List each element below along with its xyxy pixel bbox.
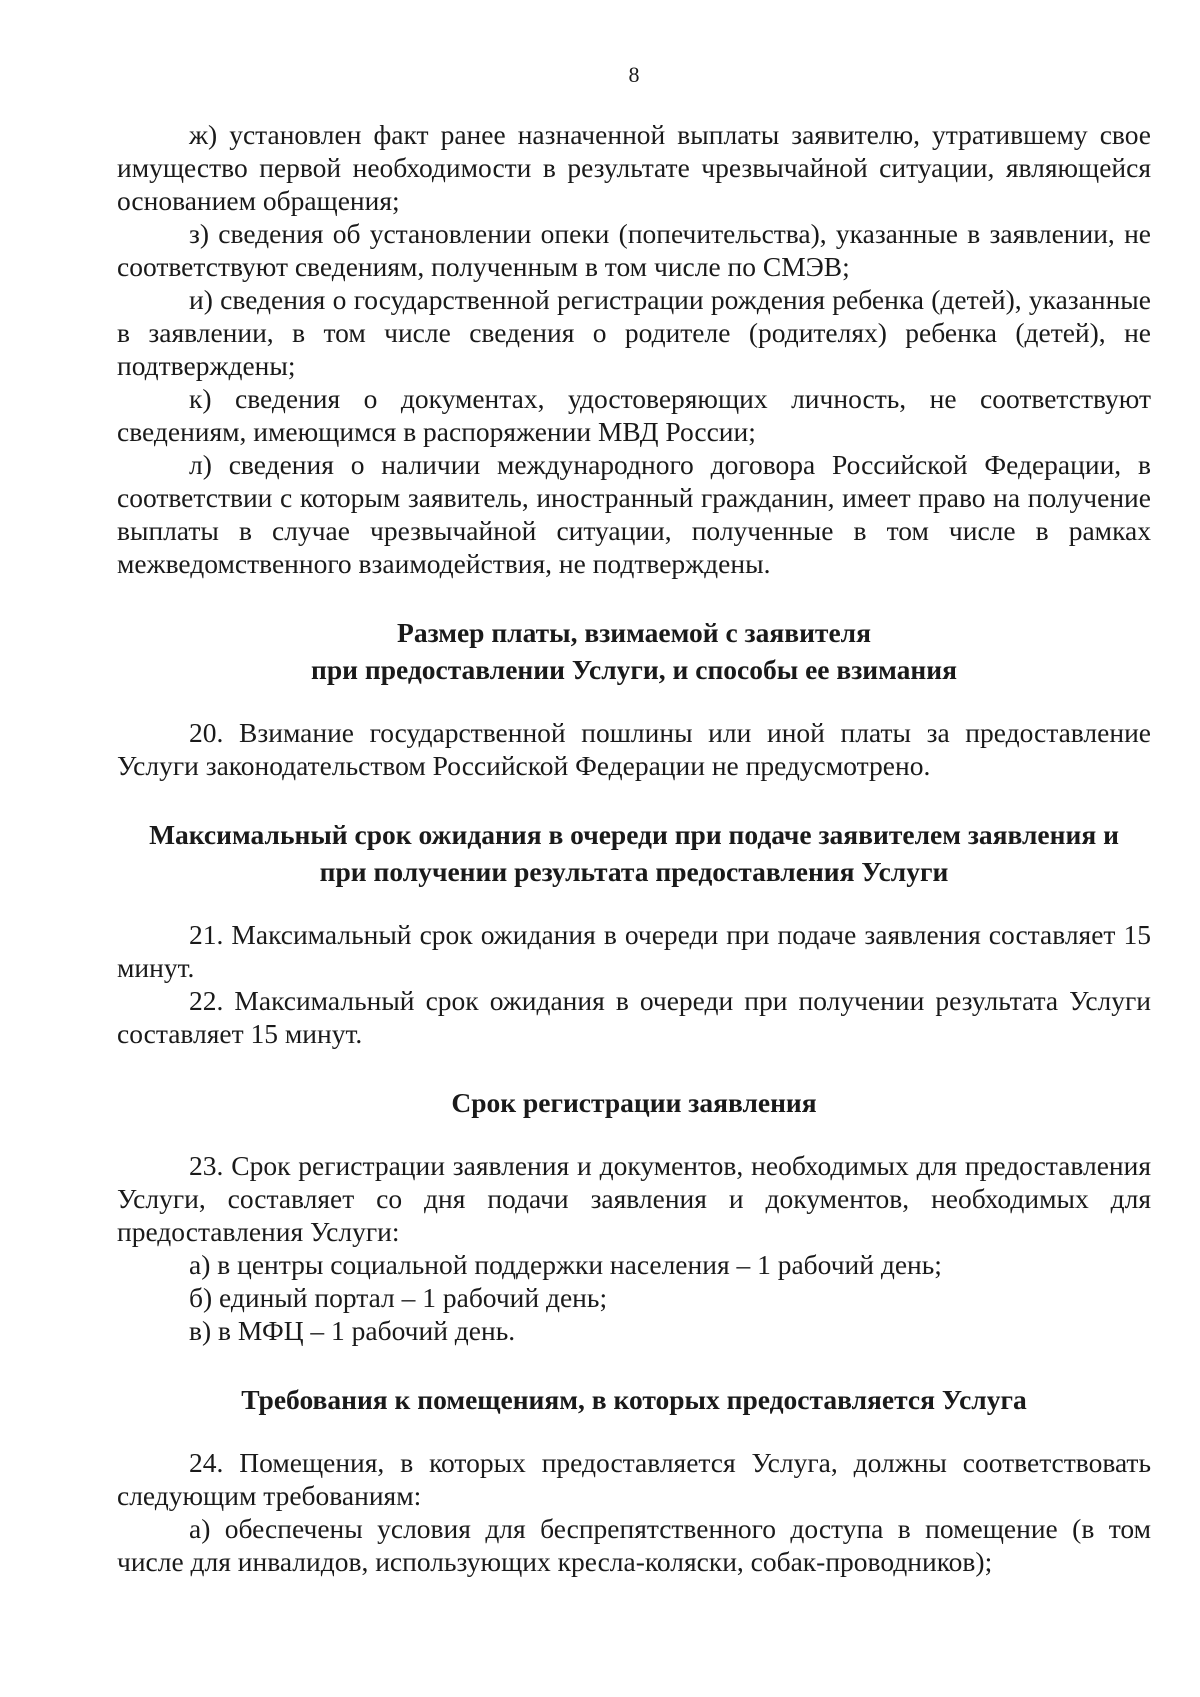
document-page [117,62,1151,1578]
paragraph-21: 21. Максимальный срок ожидания в очереди при подаче заявления составляет 15 минут. [117,919,1151,983]
list-item-b: б) единый портал – 1 рабочий день; [189,1282,608,1313]
page-number: 8 [628,62,640,87]
section-heading-fee [117,614,1151,688]
list-item-v: в) в МФЦ – 1 рабочий день. [189,1315,516,1346]
paragraph-23: 23. Срок регистрации заявления и документов, необходимых для предоставления Услуги, составляет со дня подачи заявления и документов, необходимых для предоставления Услуги: [117,1150,1151,1247]
paragraph-item-k: к) сведения о документах, удостоверяющих личность, не соответствуют сведениям, имеющимся в распоряжении МВД России; [117,383,1151,447]
paragraph-24: 24. Помещения, в которых предоставляется Услуга, должны соответствовать следующим требованиям: [117,1447,1151,1511]
paragraph-24-item-a: а) обеспечены условия для беспрепятственного доступа в помещение (в том числе для инвалидов, использующих кресла-коляски, собак-проводников); [117,1513,1151,1577]
section-heading-fee-line1: Размер платы, взимаемой с заявителя [397,617,871,648]
paragraph-item-l: л) сведения о наличии международного договора Российской Федерации, в соответствии с которым заявитель, иностранный гражданин, имеет право на получение выплаты в случае чрезвычайной ситуации, полученные в том числе в рамках межведомственного взаимодействия, не подтверждены. [117,449,1151,579]
paragraph-20: 20. Взимание государственной пошлины или иной платы за предоставление Услуги законодательством Российской Федерации не предусмотрено. [117,717,1151,781]
list-item-a: а) в центры социальной поддержки населения – 1 рабочий день; [189,1249,942,1280]
section-heading-premises: Требования к помещениям, в которых предоставляется Услуга [241,1384,1027,1415]
section-heading-fee-line2: при предоставлении Услуги, и способы ее взимания [311,654,957,685]
paragraph-item-i: и) сведения о государственной регистрации рождения ребенка (детей), указанные в заявлении, в том числе сведения о родителе (родителях) ребенка (детей), не подтверждены; [117,284,1151,381]
section-heading-registration: Срок регистрации заявления [451,1087,817,1118]
section-heading-queue-line2: при получении результата предоставления Услуги [319,856,949,887]
section-heading-queue-line1: Максимальный срок ожидания в очереди при подаче заявителем заявления и [149,819,1119,850]
paragraph-22: 22. Максимальный срок ожидания в очереди при получении результата Услуги составляет 15 минут. [117,985,1151,1049]
paragraph-item-zh: ж) установлен факт ранее назначенной выплаты заявителю, утратившему свое имущество первой необходимости в результате чрезвычайной ситуации, являющейся основанием обращения; [117,119,1151,216]
section-heading-queue [117,816,1151,890]
paragraph-item-z: з) сведения об установлении опеки (попечительства), указанные в заявлении, не соответствуют сведениям, полученным в том числе по СМЭВ; [117,218,1151,282]
